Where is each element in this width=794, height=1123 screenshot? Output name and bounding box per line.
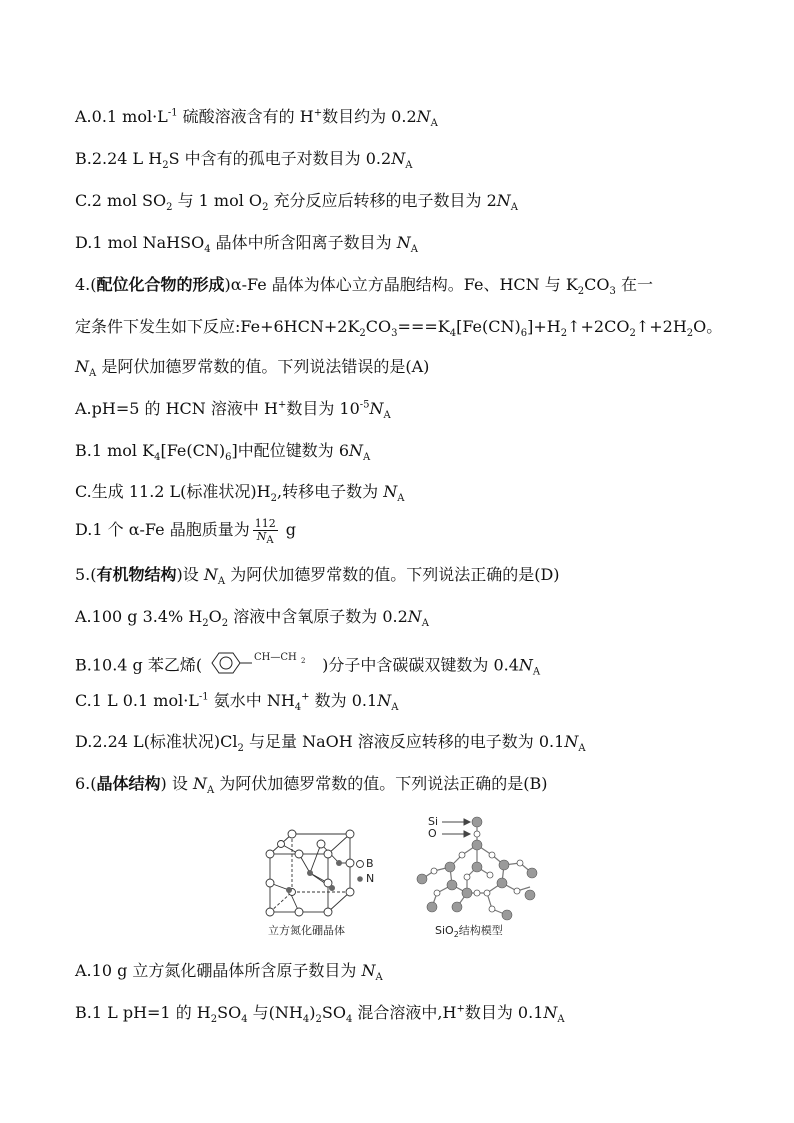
q5-option-c: C.1 L 0.1 $mol\cdot L^{-1}$ 氨水中 $NH_4^+$ 数为 $0.1N_A$ bbox=[75, 691, 399, 714]
sio2-figure bbox=[412, 815, 547, 925]
q4-stem-line-3: $N_A$ 是阿伏加德罗常数的值。下列说法错误的是(A) bbox=[75, 357, 430, 380]
q6-option-b: B.1 L pH=1 的 $H_2SO_4$ 与$(NH_4)_2SO_4$ 混合溶液中,H+数目为 $0.1N_A$ bbox=[75, 1003, 565, 1026]
q3-option-a: A.0.1 $mol\cdot L^{-1}$ 硫酸溶液含有的 H+数目约为 $0.2N_A$ bbox=[75, 107, 438, 130]
styrene-structure bbox=[202, 648, 322, 684]
q5-option-b: B.10.4 g 苯乙烯( CH—CH 2 )分子中含碳碳双键数为 $0.4N_A$ bbox=[75, 648, 540, 684]
q3-option-c: C.2 mol $SO_2$ 与 1 mol $O_2$ 充分反应后转移的电子数目为 $2N_A$ bbox=[75, 191, 519, 214]
benzene-ring-icon bbox=[202, 648, 322, 678]
q4-stem-line-2: 定条件下发生如下反应$:Fe+6HCN+2K_2CO_3===K_4[Fe(CN)_6]+H_2↑+2CO_2↑+2H_2O$。 bbox=[75, 317, 723, 340]
q5-option-d: D.2.24 L(标准状况)$Cl_2$ 与足量 NaOH 溶液反应转移的电子数为 $0.1N_A$ bbox=[75, 732, 586, 755]
q4-option-d: D.1 个 α-Fe 晶胞质量为 $\frac{112}{N_A}$ g bbox=[75, 517, 297, 547]
q4-option-c: C.生成 11.2 L(标准状况)$H_2$,转移电子数为 $N_A$ bbox=[75, 482, 405, 505]
q5-option-a: A.100 g 3.4% $H_2O_2$ 溶液中含氧原子数为 $0.2N_A$ bbox=[75, 607, 430, 630]
q4-option-b: B.1 mol $K_4[Fe(CN)_6]$中配位键数为 $6N_A$ bbox=[75, 441, 371, 464]
q6-stem: 6.(晶体结构) 设 $N_A$ 为阿伏加德罗常数的值。下列说法正确的是(B) bbox=[75, 774, 548, 797]
q4-stem-line-1: 4.(配位化合物的形成)α-Fe 晶体为体心立方晶胞结构。Fe、HCN 与 $K_2CO_3$ 在一 bbox=[75, 275, 653, 298]
mass-fraction: $\frac{112}{N_A}$ bbox=[254, 517, 276, 547]
legend-n-label: N bbox=[366, 872, 375, 885]
cubic-bn-figure bbox=[262, 828, 387, 920]
q6-option-a: A.10 g 立方氮化硼晶体所含原子数目为 $N_A$ bbox=[75, 961, 383, 984]
sio2-caption: SiO$_2$结构模型 bbox=[435, 924, 503, 940]
struct-subscript: 2 bbox=[301, 657, 306, 665]
q3-option-d: D.1 mol NaHSO$_4$ 晶体中所含阳离子数目为 $N_A$ bbox=[75, 233, 418, 256]
q5-stem: 5.(有机物结构)设 $N_A$ 为阿伏加德罗常数的值。下列说法正确的是(D) bbox=[75, 565, 560, 588]
cubic-bn-caption: 立方氮化硼晶体 bbox=[268, 924, 345, 937]
legend-si-label: Si bbox=[428, 815, 439, 828]
legend-o-label: O bbox=[428, 827, 437, 840]
legend-b-label: B bbox=[366, 857, 374, 870]
q4-option-a: A.pH=5 的 HCN 溶液中 H+数目为 $10^{-5}N_A$ bbox=[75, 399, 391, 422]
struct-label: CH—CH bbox=[254, 652, 297, 663]
q3-option-b: B.2.24 L $H_2S$ 中含有的孤电子对数目为 $0.2N_A$ bbox=[75, 149, 413, 172]
